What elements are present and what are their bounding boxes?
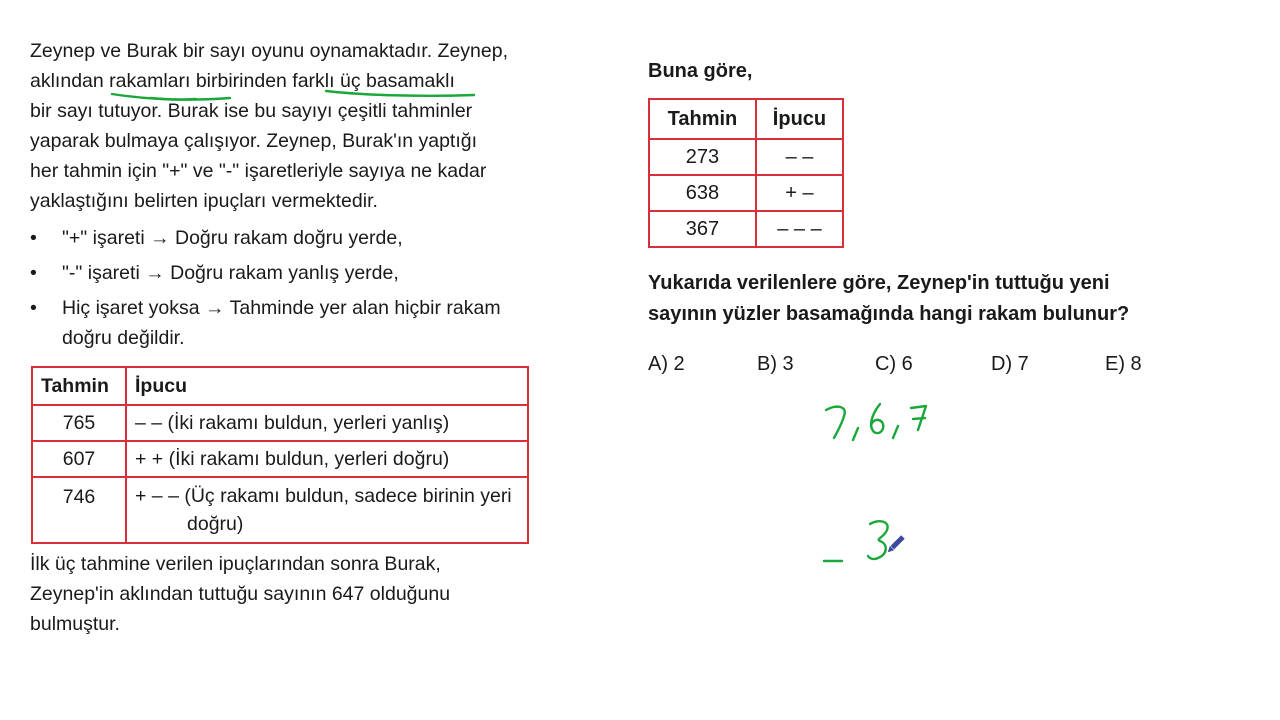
- question-text: [648, 268, 1228, 330]
- guess-cell: 607: [32, 441, 126, 477]
- hint-table-question: [648, 98, 844, 248]
- hint-cell: – – (İki rakamı buldun, yerleri yanlış): [126, 405, 528, 441]
- option-a[interactable]: A) 2: [648, 353, 685, 375]
- column-header-guess: Tahmin: [649, 99, 756, 139]
- option-b[interactable]: B) 3: [757, 353, 794, 375]
- intro-line: bir sayı tutuyor. Burak ise bu sayıyı çeşitli tahminler: [30, 100, 473, 122]
- rule-text: "-" işareti → Doğru rakam yanlış yerde,: [62, 262, 399, 284]
- rule-item: [30, 258, 550, 288]
- handwritten-answer-note: [824, 521, 888, 561]
- column-header-guess: Tahmin: [32, 367, 126, 405]
- guess-cell: 765: [32, 405, 126, 441]
- table-row: [649, 175, 843, 211]
- hint-cell: – – –: [756, 211, 843, 247]
- hint-cell: – –: [756, 139, 843, 175]
- rule-text: doğru değildir.: [62, 327, 185, 349]
- question-line: sayının yüzler basamağında hangi rakam bulunur?: [648, 303, 1130, 325]
- rules-list: [30, 223, 550, 358]
- intro-line: yaklaştığını belirten ipuçları vermektedir.: [30, 190, 378, 212]
- hint-cell: [126, 477, 528, 543]
- option-e[interactable]: E) 8: [1105, 353, 1142, 375]
- guess-cell: 638: [649, 175, 756, 211]
- rule-text: Hiç işaret yoksa → Tahminde yer alan hiçbir rakam: [62, 297, 501, 319]
- question-line: Yukarıda verilenlere göre, Zeynep'in tuttuğu yeni: [648, 272, 1110, 294]
- intro-line: Zeynep ve Burak bir sayı oyunu oynamaktadır. Zeynep,: [30, 40, 509, 62]
- lead-text: Buna göre,: [648, 60, 753, 82]
- bullet-icon: •: [30, 297, 37, 319]
- intro-line: aklından rakamları birbirinden farklı üç basamaklı: [30, 70, 455, 92]
- table-row: [32, 405, 528, 441]
- hint-text: + – – (Üç rakamı buldun, sadece birinin yeri: [135, 485, 512, 507]
- column-header-hint: İpucu: [126, 367, 528, 405]
- conclusion-line: Zeynep'in aklından tuttuğu sayının 647 olduğunu: [30, 583, 451, 605]
- table-row: [32, 477, 528, 543]
- rule-item: [30, 223, 550, 253]
- hint-table-example: [31, 366, 529, 544]
- conclusion-line: İlk üç tahmine verilen ipuçlarından sonra Burak,: [30, 553, 441, 575]
- guess-cell: 273: [649, 139, 756, 175]
- rule-item: [30, 293, 550, 353]
- column-header-hint: İpucu: [756, 99, 843, 139]
- guess-cell: 746: [32, 477, 126, 543]
- intro-line: yaparak bulmaya çalışıyor. Zeynep, Burak'ın yaptığı: [30, 130, 478, 152]
- rule-text: "+" işareti → Doğru rakam doğru yerde,: [62, 227, 403, 249]
- bullet-icon: •: [30, 227, 37, 249]
- option-d[interactable]: D) 7: [991, 353, 1029, 375]
- table-header-row: [32, 367, 528, 405]
- conclusion-line: bulmuştur.: [30, 613, 120, 635]
- conclusion-paragraph: [30, 549, 570, 639]
- guess-cell: 367: [649, 211, 756, 247]
- hint-cell: + –: [756, 175, 843, 211]
- intro-paragraph: [30, 36, 570, 216]
- table-row: [649, 211, 843, 247]
- table-row: [649, 139, 843, 175]
- bullet-icon: •: [30, 262, 37, 284]
- hint-cell: + + (İki rakamı buldun, yerleri doğru): [126, 441, 528, 477]
- pen-cursor-icon: [886, 535, 906, 555]
- handwritten-digits-note: [826, 404, 926, 440]
- table-row: [32, 441, 528, 477]
- intro-line: her tahmin için "+" ve "-" işaretleriyle sayıya ne kadar: [30, 160, 487, 182]
- hint-text-continued: doğru): [187, 513, 244, 535]
- table-header-row: [649, 99, 843, 139]
- option-c[interactable]: C) 6: [875, 353, 913, 375]
